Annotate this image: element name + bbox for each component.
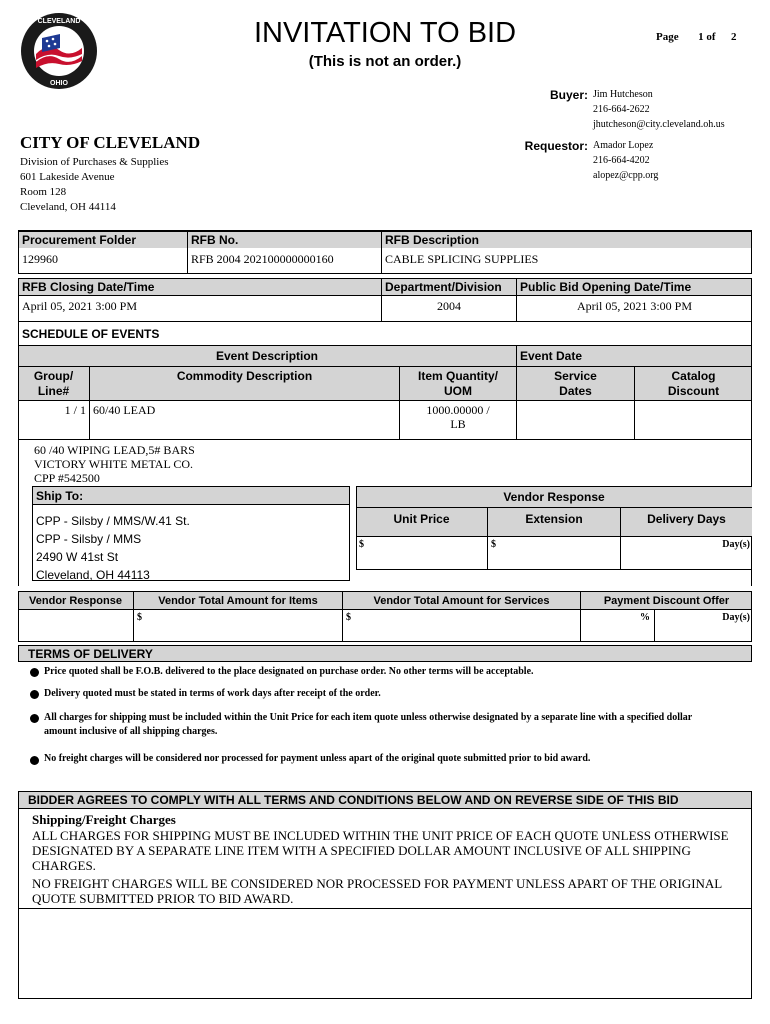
rfb-label: RFB No.	[191, 233, 239, 247]
vendor-response-title: Vendor Response	[503, 490, 605, 504]
total-items-input[interactable]	[137, 612, 338, 640]
bidder-para-1: ALL CHARGES FOR SHIPPING MUST BE INCLUDED WITHIN THE UNIT PRICE OF EACH QUOTE UNLESS OTHERWISE DESIGNATED BY A SEPARATE LINE ITEM WITH A SPECIFIED DOLLAR AMOUNT INCLUSIVE OF ALL SHIPPING CHARGES.	[32, 828, 729, 873]
city-address2: Room 128	[20, 186, 67, 198]
discount-days-input[interactable]	[657, 612, 750, 640]
dates-label: Dates	[559, 384, 592, 398]
dept-value: 2004	[437, 299, 461, 313]
desc-label: RFB Description	[385, 233, 480, 247]
page-subtitle: (This is not an order.)	[308, 53, 462, 70]
buyer-name: Jim Hutcheson	[593, 89, 653, 100]
qty-label: Item Quantity/	[417, 369, 498, 383]
item-detail	[34, 443, 195, 485]
total-services-dollar: $	[346, 612, 351, 623]
group-line-header	[18, 369, 89, 399]
opening-label: Public Bid Opening Date/Time	[520, 280, 692, 294]
city-address1: 601 Lakeside Avenue	[20, 171, 115, 183]
page-of: of	[706, 31, 716, 43]
discount-percent-input[interactable]	[583, 612, 650, 640]
qty-header	[400, 369, 516, 399]
rfb-value: RFB 2004 202100000000160	[191, 252, 334, 266]
terms-item-1: Price quoted shall be F.O.B. delivered to the place designated on purchase order. No other terms will be acceptable.	[44, 666, 534, 677]
dept-label: Department/Division	[385, 280, 502, 294]
total-services-input[interactable]	[346, 612, 576, 640]
service-label: Service	[554, 369, 597, 383]
page-total: 2	[731, 31, 737, 43]
buyer-email: jhutcheson@city.cleveland.oh.us	[593, 119, 725, 130]
vendor-response-input[interactable]	[20, 612, 131, 640]
svg-text:OHIO: OHIO	[50, 80, 68, 87]
event-desc-label: Event Description	[215, 349, 319, 363]
extension-input[interactable]	[491, 539, 616, 567]
buyer-label: Buyer:	[549, 88, 588, 102]
delivery-days-unit: Day(s)	[722, 539, 750, 550]
page-label: Page	[656, 31, 679, 43]
uom-label: UOM	[444, 384, 472, 398]
catalog-header	[635, 369, 752, 399]
ship-to-line-2: CPP - Silsby / MMS	[36, 532, 142, 546]
closing-label: RFB Closing Date/Time	[22, 280, 155, 294]
city-division: Division of Purchases & Supplies	[20, 156, 169, 168]
ship-to-line-3: 2490 W 41st St	[36, 550, 119, 564]
totals-items-label: Vendor Total Amount for Items	[158, 595, 318, 607]
discount-days-unit: Day(s)	[722, 612, 750, 623]
payment-discount-label: Payment Discount Offer	[603, 595, 730, 607]
item-detail-1: 60 /40 WIPING LEAD,5# BARS	[34, 443, 195, 457]
closing-value: April 05, 2021 3:00 PM	[22, 299, 138, 313]
ship-to-address	[36, 512, 190, 584]
requestor-phone: 216-664-4202	[593, 155, 650, 166]
desc-value: CABLE SPLICING SUPPLIES	[385, 252, 539, 266]
total-items-dollar: $	[137, 612, 142, 623]
unit-price-dollar: $	[359, 539, 364, 550]
folder-value: 129960	[22, 252, 58, 266]
item-description: 60/40 LEAD	[93, 403, 156, 417]
terms-title: TERMS OF DELIVERY	[28, 647, 153, 661]
extension-dollar: $	[491, 539, 496, 550]
ship-to-line-4: Cleveland, OH 44113	[36, 568, 150, 582]
item-line: 1 / 1	[64, 403, 86, 417]
unit-price-input[interactable]	[359, 539, 483, 567]
item-detail-2: VICTORY WHITE METAL CO.	[34, 457, 194, 471]
discount-label: Discount	[667, 384, 720, 398]
folder-label: Procurement Folder	[22, 233, 137, 247]
requestor-name: Amador Lopez	[593, 140, 654, 151]
item-qty	[400, 403, 516, 431]
requestor-email: alopez@cpp.org	[593, 170, 659, 181]
service-header	[517, 369, 634, 399]
unit-price-header: Unit Price	[393, 512, 450, 526]
event-date-label: Event Date	[520, 349, 583, 363]
bullet-icon	[30, 756, 39, 765]
city-name: CITY OF CLEVELAND	[20, 133, 201, 152]
totals-vendor-response: Vendor Response	[29, 595, 122, 607]
schedule-title: SCHEDULE OF EVENTS	[22, 327, 160, 341]
svg-text:CLEVELAND: CLEVELAND	[37, 18, 81, 25]
bidder-title: BIDDER AGREES TO COMPLY WITH ALL TERMS AND CONDITIONS BELOW AND ON REVERSE SIDE OF THIS BID	[28, 793, 679, 807]
bullet-icon	[30, 714, 39, 723]
line-label: Line#	[37, 384, 70, 398]
totals-services-label: Vendor Total Amount for Services	[373, 595, 550, 607]
terms-item-4: No freight charges will be considered nor processed for payment unless apart of the original quote submitted prior to bid award.	[44, 753, 591, 764]
ship-to-line-1: CPP - Silsby / MMS/W.41 St.	[36, 514, 190, 528]
page-number: 1	[698, 31, 704, 43]
bullet-icon	[30, 668, 39, 677]
delivery-days-header: Delivery Days	[647, 512, 726, 526]
page-indicator	[656, 31, 737, 43]
discount-percent-sign: %	[640, 612, 650, 623]
buyer-phone: 216-664-2622	[593, 104, 650, 115]
item-detail-3: CPP #542500	[34, 471, 100, 485]
city-seal	[20, 12, 98, 90]
bidder-heading: Shipping/Freight Charges	[32, 812, 176, 827]
requestor-label: Requestor:	[524, 139, 588, 153]
page-title: INVITATION TO BID	[253, 17, 517, 49]
commodity-header: Commodity Description	[176, 369, 313, 383]
item-qty-value: 1000.00000 /	[426, 403, 490, 417]
bidder-para-2: NO FREIGHT CHARGES WILL BE CONSIDERED NOR PROCESSED FOR PAYMENT UNLESS APART OF THE ORIGINAL QUOTE SUBMITTED PRIOR TO BID AWARD.	[32, 876, 722, 906]
terms-item-3: All charges for shipping must be included within the Unit Price for each item quote unless otherwise designated by a separate line with a specified dollar amount inclusive of all shipping charges.	[44, 712, 693, 737]
bullet-icon	[30, 690, 39, 699]
city-address3: Cleveland, OH 44114	[20, 201, 116, 213]
extension-header: Extension	[525, 512, 583, 526]
catalog-label: Catalog	[671, 369, 716, 383]
terms-item-2: Delivery quoted must be stated in terms of work days after receipt of the order.	[44, 688, 381, 699]
opening-value: April 05, 2021 3:00 PM	[576, 299, 692, 313]
delivery-days-input[interactable]	[623, 539, 750, 567]
ship-to-label: Ship To:	[36, 489, 84, 503]
item-uom-value: LB	[450, 417, 466, 431]
group-label: Group/	[33, 369, 74, 383]
